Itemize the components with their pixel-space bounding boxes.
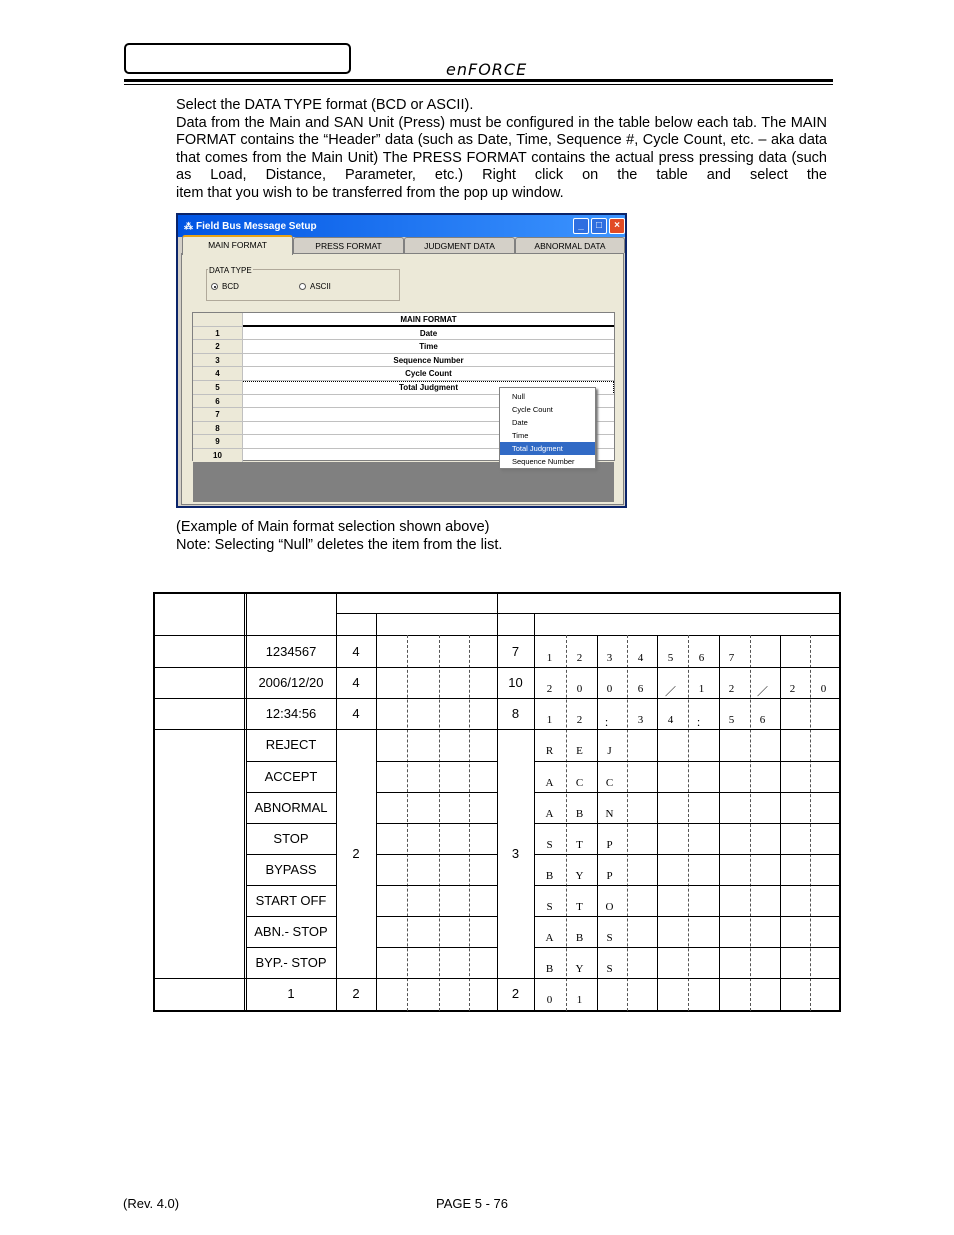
dialog-titlebar [178,215,625,237]
ascii-char: 0 [576,683,583,695]
grid-row-number: 9 [193,435,243,449]
table-row-line [534,947,841,948]
example-value: 1234567 [265,644,317,659]
notes-text [176,519,826,554]
ascii-char: C [605,777,614,789]
dialog-title: Field Bus Message Setup [196,221,317,232]
minimize-button[interactable]: _ [573,218,589,234]
example-value: BYP.- STOP [255,955,327,970]
table-row-line [376,947,497,948]
table-row-line [153,698,841,699]
context-menu[interactable] [499,387,596,469]
ascii-char: P [606,870,613,882]
header-rule [124,79,833,82]
ascii-char: 1 [698,683,705,695]
table-row-line [246,761,336,762]
judgment-bcd-length: 2 [352,846,360,861]
example-value: 2006/12/20 [258,675,324,690]
tab-judgment-data[interactable]: JUDGMENT DATA [404,237,515,253]
ascii-char: A [545,932,554,944]
ascii-char: O [605,901,614,913]
context-menu-item[interactable]: Null [512,392,525,401]
grid-row-value[interactable]: Total Judgment [243,381,614,395]
ascii-length: 8 [511,706,520,721]
grid-row-value[interactable]: Date [243,327,614,341]
field-bus-dialog [176,213,627,508]
ascii-char: P [606,839,613,851]
ascii-char: 7 [728,652,735,664]
ascii-char: B [545,870,554,882]
grid-row-number: 4 [193,367,243,381]
context-menu-item[interactable]: Cycle Count [512,405,553,414]
table-row-line [246,885,336,886]
ascii-char: 1 [546,652,553,664]
grid-row-number: 10 [193,449,243,463]
table-row-line [246,916,336,917]
context-menu-item[interactable]: Total Judgment [500,442,595,455]
grid-row[interactable] [193,354,614,368]
grid-row-number: 7 [193,408,243,422]
ascii-char: S [546,839,553,851]
table-column-line [244,592,245,1011]
header-rule-thin [124,84,833,85]
notes-null: Note: Selecting “Null” deletes the item from the list. [176,536,503,553]
intro-body: Data from the Main and SAN Unit (Press) must be configured in the table below each tab. The MAIN FORMAT contains the “Header” data (such as Date, Time, Sequence #, Cycle Count, etc. – aka data that comes from the Main Unit) The PRESS FORMAT contains the actual press pressing data (such as Load, Distance, Parameter, etc.) Right click on the table and select the [176,114,827,183]
ascii-char: R [545,745,554,757]
ascii-char: J [607,745,612,757]
grid-row-number: 1 [193,327,243,341]
table-row-line [153,667,841,668]
example-value: ABNORMAL [254,800,328,815]
ascii-char: 0 [606,683,613,695]
context-menu-item[interactable]: Time [512,431,529,440]
tab-abnormal-data[interactable]: ABNORMAL DATA [515,237,625,253]
ascii-char: Y [575,963,584,975]
grid-row[interactable] [193,340,614,354]
grid-row-number: 6 [193,395,243,409]
table-row-line [534,854,841,855]
ascii-char: T [576,901,583,913]
grid-corner [193,313,243,327]
intro-line: Select the DATA TYPE format (BCD or ASCII). [176,97,474,113]
header-box [124,43,351,74]
grid-row-number: 5 [193,381,243,395]
tab-press-format[interactable]: PRESS FORMAT [293,237,404,253]
table-row-line [534,761,841,762]
ascii-char: T [576,839,583,851]
example-value: 12:34:56 [265,706,317,721]
example-value: STOP [273,831,309,846]
table-row-line [376,854,497,855]
radio-bcd-label: BCD [222,282,239,291]
ascii-char: S [606,932,613,944]
example-value: ABN.- STOP [254,924,328,939]
ascii-char: S [606,963,613,975]
table-row-line [153,978,841,979]
ascii-char: A [545,808,554,820]
table-row-line [376,916,497,917]
table-row-line [246,947,336,948]
ascii-char: B [575,932,584,944]
grid-row-number: 3 [193,354,243,368]
ascii-char: N [605,808,614,820]
ascii-char: 6 [759,714,766,726]
ascii-char: ： [696,717,707,729]
bcd-length: 4 [352,675,360,690]
ascii-length: 7 [511,644,520,659]
ascii-char: C [575,777,584,789]
close-button[interactable]: × [609,218,625,234]
ascii-char: 5 [728,714,735,726]
ascii-char: B [545,963,554,975]
ascii-char: Y [575,870,584,882]
ascii-length: 2 [511,986,520,1001]
ascii-char: ： [604,717,615,729]
table-border [839,592,841,1011]
ascii-char: 2 [546,683,553,695]
example-value: ACCEPT [264,769,318,784]
revision-label: (Rev. 4.0) [123,1196,180,1211]
grid-row-value[interactable]: Sequence Number [243,354,614,368]
grid-header: MAIN FORMAT [243,313,614,327]
radio-ascii-label: ASCII [310,282,331,291]
ascii-char: ／ [665,686,676,698]
ascii-char: 0 [546,994,553,1006]
ascii-char: 2 [576,714,583,726]
intro-text [176,97,827,202]
radio-unselected-icon [299,283,306,290]
ascii-char: ／ [757,686,768,698]
table-border [153,592,155,1011]
example-value: BYPASS [265,862,317,877]
ascii-char: 1 [576,994,583,1006]
ascii-char: A [545,777,554,789]
example-value: 1 [287,986,295,1001]
table-row-line [153,729,841,730]
tab-main-format[interactable]: MAIN FORMAT [182,235,293,255]
radio-bcd[interactable] [211,282,239,291]
data-type-label: DATA TYPE [209,266,252,275]
grid-row[interactable] [193,367,614,381]
intro-last: item that you wish to be transferred from the pop up window. [176,184,564,201]
ascii-char: 4 [667,714,674,726]
example-value: REJECT [265,737,317,752]
ascii-char: 6 [637,683,644,695]
radio-selected-icon [211,283,218,290]
page-number: PAGE 5 - 76 [436,1196,509,1211]
ascii-char: 0 [820,683,827,695]
data-format-table [153,592,841,1011]
table-row-line [376,761,497,762]
table-row-line [376,885,497,886]
ascii-char: 3 [637,714,644,726]
context-menu-item[interactable]: Date [512,418,528,427]
judgment-ascii-length: 3 [511,846,520,861]
table-header-bottom [153,635,841,636]
table-row-line [376,823,497,824]
ascii-length: 10 [508,675,523,690]
ascii-char: B [575,808,584,820]
ascii-char: 2 [789,683,796,695]
bcd-length: 4 [352,644,360,659]
grid-header-row [193,313,614,327]
grid-row[interactable] [193,327,614,341]
bcd-length: 4 [352,706,360,721]
ascii-char: 6 [698,652,705,664]
ascii-char: 2 [728,683,735,695]
ascii-char: 1 [546,714,553,726]
bcd-length: 2 [352,986,360,1001]
ascii-char: 5 [667,652,674,664]
ascii-char: 3 [606,652,613,664]
table-row-line [534,885,841,886]
maximize-button[interactable]: □ [591,218,607,234]
ascii-char: 4 [637,652,644,664]
table-row-line [534,792,841,793]
radio-ascii[interactable] [299,282,331,291]
context-menu-item[interactable]: Sequence Number [512,457,575,466]
table-column-line [376,613,377,1011]
table-row-line [246,792,336,793]
ascii-char: 2 [576,652,583,664]
grid-row-value[interactable]: Time [243,340,614,354]
table-row-line [534,823,841,824]
app-icon: ⁂ [184,221,193,231]
ascii-char: E [576,745,583,757]
grid-row-number: 8 [193,422,243,436]
brand-logo: enFORCE [446,60,528,79]
grid-row-value[interactable]: Cycle Count [243,367,614,381]
table-header-line [336,613,841,614]
table-row-line [246,854,336,855]
example-value: START OFF [255,893,327,908]
notes-caption: (Example of Main format selection shown above) [176,519,490,535]
table-row-line [534,916,841,917]
ascii-char: S [546,901,553,913]
grid-row-number: 2 [193,340,243,354]
table-row-line [376,792,497,793]
table-row-line [246,823,336,824]
